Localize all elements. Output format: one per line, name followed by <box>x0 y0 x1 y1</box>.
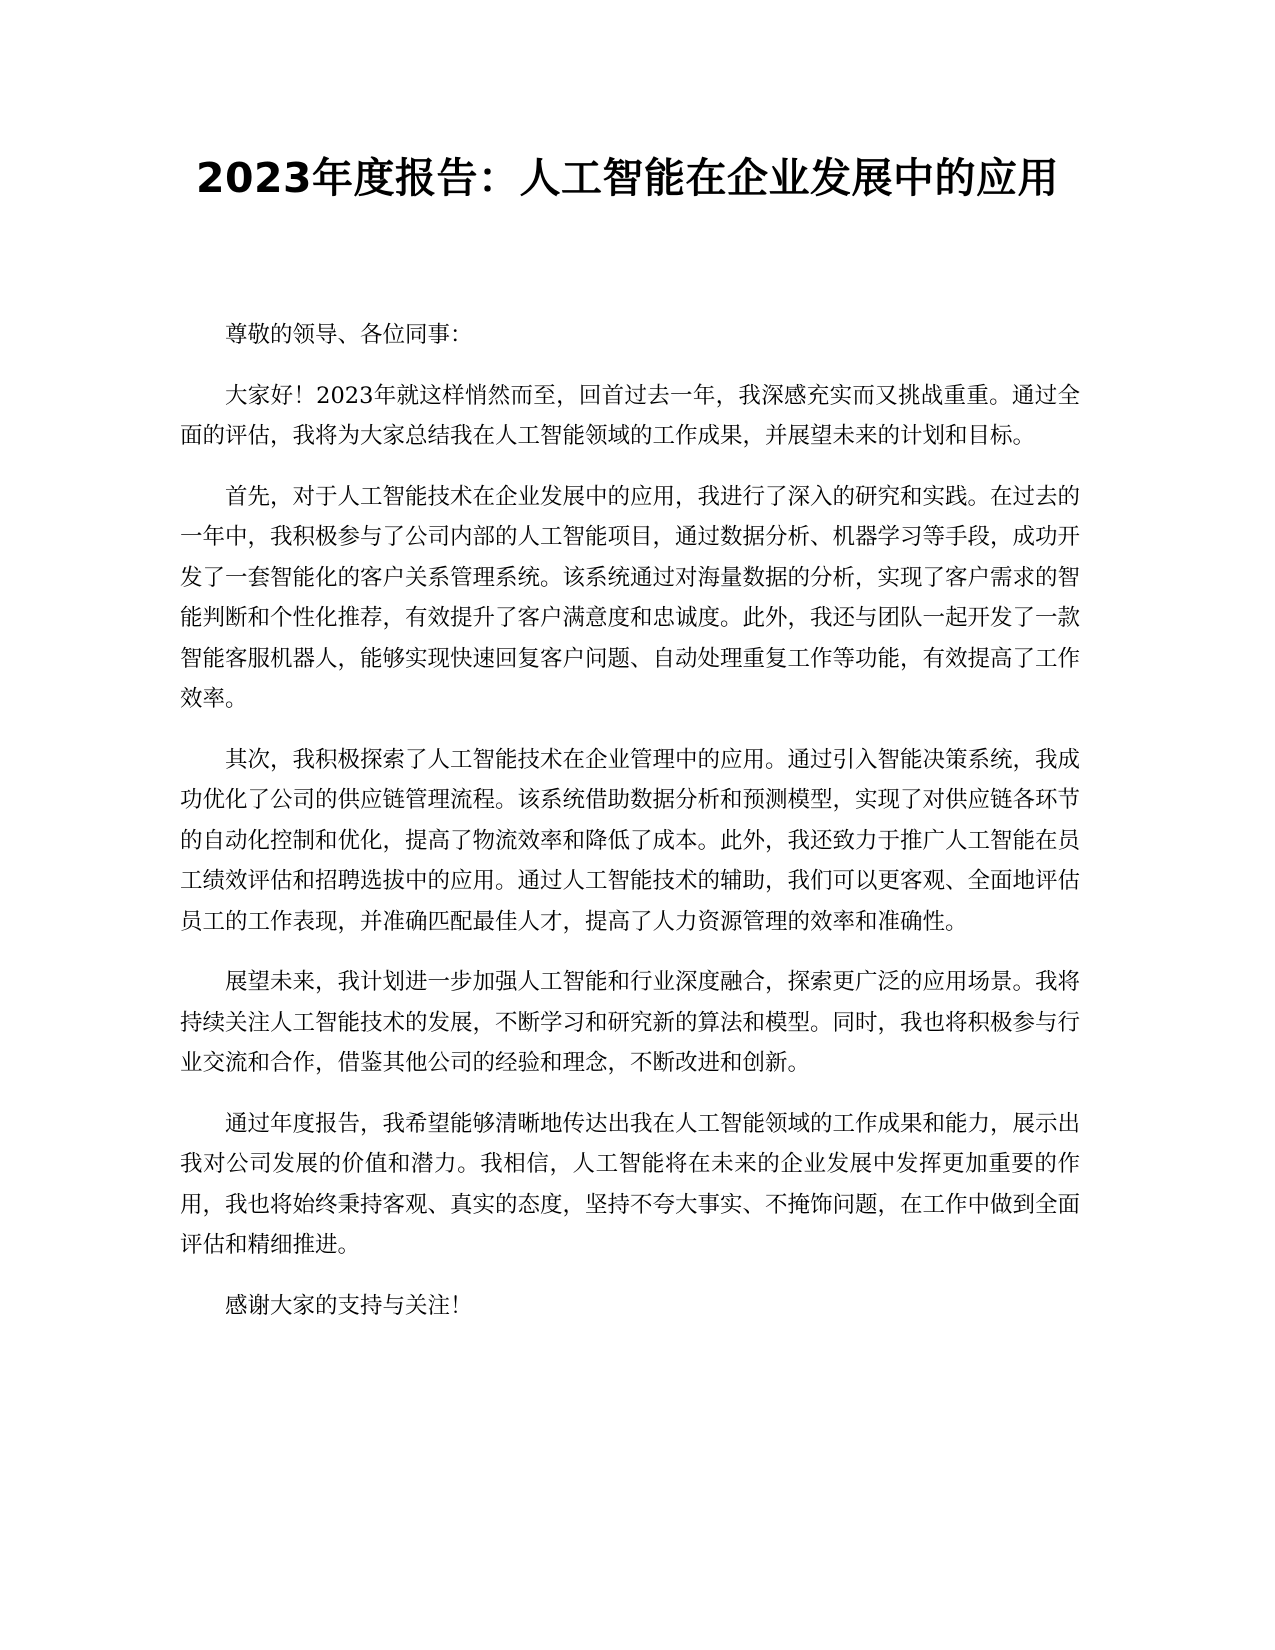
document-title: 2023年度报告：人工智能在企业发展中的应用 <box>195 154 1060 202</box>
document-body <box>180 315 1080 1346</box>
enterprise-management-paragraph: 其次，我积极探索了人工智能技术在企业管理中的应用。通过引入智能决策系统，我成功优化了公司的供应链管理流程。该系统借助数据分析和预测模型，实现了对供应链各环节的自动化控制和优化，提高了物流效率和降低了成本。此外，我还致力于推广人工智能在员工绩效评估和招聘选拔中的应用。通过人工智能技术的辅助，我们可以更客观、全面地评估员工的工作表现，并准确匹配最佳人才，提高了人力资源管理的效率和准确性。 <box>180 746 1081 935</box>
summary-paragraph: 通过年度报告，我希望能够清晰地传达出我在人工智能领域的工作成果和能力，展示出我对公司发展的价值和潜力。我相信，人工智能将在未来的企业发展中发挥更加重要的作用，我也将始终秉持客观、真实的态度，坚持不夸大事实、不掩饰问题，在工作中做到全面评估和精细推进。 <box>180 1110 1081 1258</box>
future-outlook-paragraph: 展望未来，我计划进一步加强人工智能和行业深度融合，探索更广泛的应用场景。我将持续关注人工智能技术的发展，不断学习和研究新的算法和模型。同时，我也将积极参与行业交流和合作，借鉴其他公司的经验和理念，不断改进和创新。 <box>180 969 1081 1076</box>
enterprise-development-paragraph: 首先，对于人工智能技术在企业发展中的应用，我进行了深入的研究和实践。在过去的一年中，我积极参与了公司内部的人工智能项目，通过数据分析、机器学习等手段，成功开发了一套智能化的客户关系管理系统。该系统通过对海量数据的分析，实现了客户需求的智能判断和个性化推荐，有效提升了客户满意度和忠诚度。此外，我还与团队一起开发了一款智能客服机器人，能够实现快速回复客户问题、自动处理重复工作等功能，有效提高了工作效率。 <box>180 483 1081 712</box>
salutation-paragraph: 尊敬的领导、各位同事： <box>225 322 473 348</box>
closing-paragraph: 感谢大家的支持与关注！ <box>225 1292 473 1319</box>
greeting-paragraph: 大家好！2023年就这样悄然而至，回首过去一年，我深感充实而又挑战重重。通过全面的评估，我将为大家总结我在人工智能领域的工作成果，并展望未来的计划和目标。 <box>180 382 1080 449</box>
